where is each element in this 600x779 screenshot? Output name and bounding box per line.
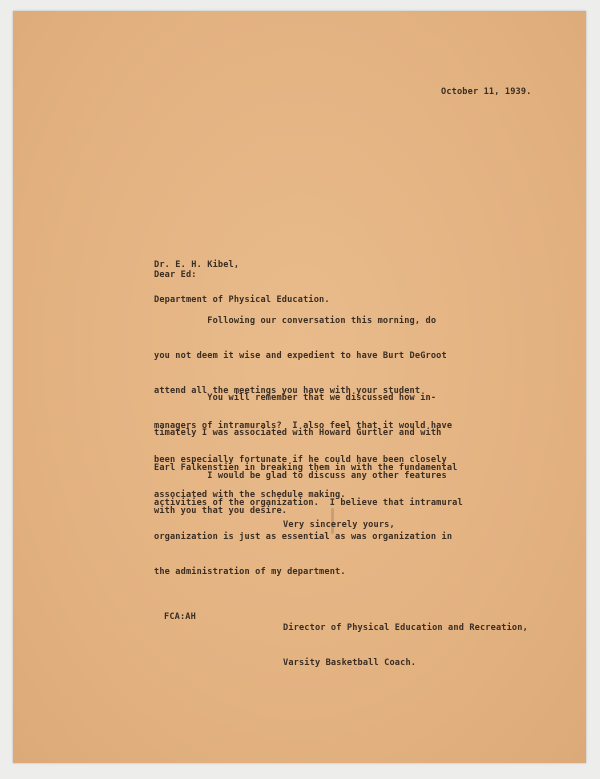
- paragraph-line: I would be glad to discuss any other features: [154, 471, 447, 482]
- signer-title-2: Varsity Basketball Coach.: [283, 657, 417, 668]
- paragraph-line: Earl Falkenstien in breaking them in with the fundamental: [154, 462, 458, 473]
- paragraph-line: Following our conversation this morning, do: [154, 316, 437, 327]
- paragraph-line: You will remember that we discussed how in-: [154, 393, 437, 404]
- paragraph-line: attend all the meetings you have with your student: [154, 385, 421, 396]
- reference-initials: FCA:AH: [164, 612, 196, 622]
- recipient-name: Dr. E. H. Kibel,: [154, 260, 240, 271]
- signature-block: [283, 600, 528, 693]
- signer-title: Director of Physical Education and Recreation,: [283, 623, 528, 634]
- salutation: Dear Ed:: [154, 270, 197, 280]
- letter-page: [13, 11, 586, 763]
- paragraph-line: with you that you desire.: [154, 505, 288, 516]
- complimentary-closing: Very sincerely yours,: [283, 520, 395, 530]
- letter-date: October 11, 1939.: [441, 87, 532, 97]
- paragraph-line: activities of the organization. I believe that intramural: [154, 497, 463, 508]
- paragraph-line: the administration of my department.: [154, 567, 346, 578]
- recipient-department: Department of Physical Education.: [154, 294, 330, 305]
- paragraph-line: managers of intramurals? I also feel that it would have: [154, 420, 453, 431]
- paragraph-line: associated with the schedule making.: [154, 490, 346, 501]
- paragraph-line: timately I was associated with Howard Gurtler and with: [154, 427, 442, 438]
- paragraph-line: been especially fortunate if he could have been closely: [154, 455, 447, 466]
- paragraph-line: you not deem it wise and expedient to have Burt DeGroot: [154, 350, 447, 361]
- paragraph-line: organization is just as essential as was organization in: [154, 532, 453, 543]
